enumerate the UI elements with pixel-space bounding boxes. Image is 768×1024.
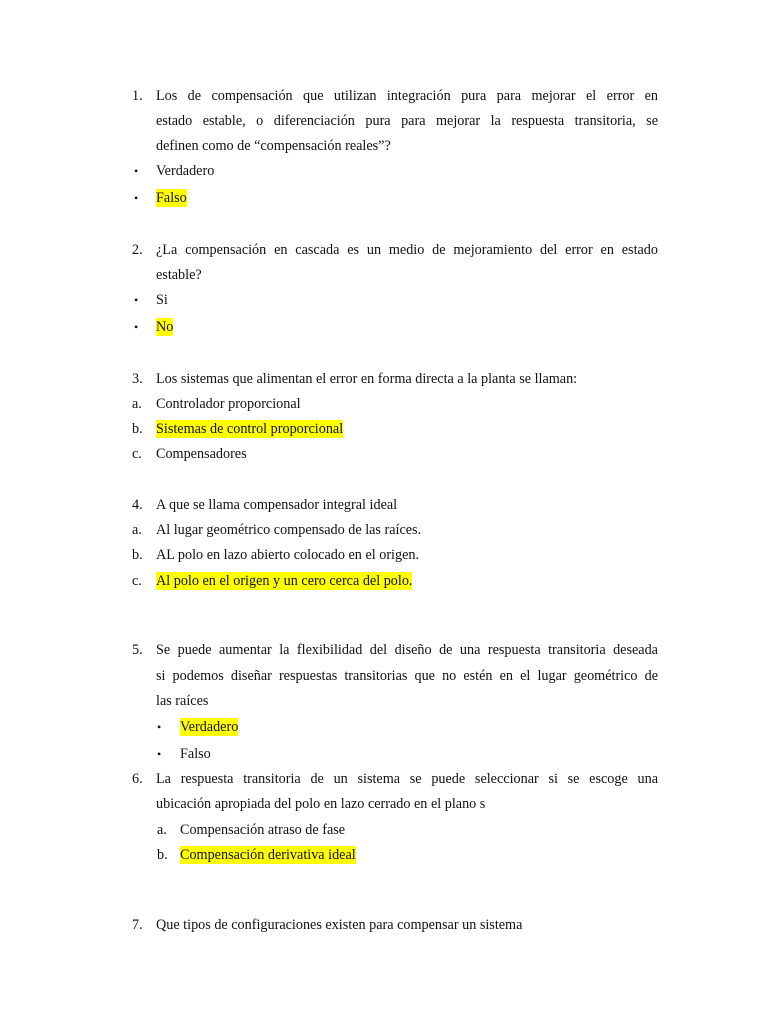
q4-text-line1: A que se llama compensador integral ideal xyxy=(156,497,398,513)
bullet-icon: • xyxy=(134,320,139,334)
q7-text-line1: Que tipos de configuraciones existen para compensar un sistema xyxy=(156,917,523,933)
bullet-icon: • xyxy=(134,293,139,307)
q6-text-line2: ubicación apropiada del polo en lazo cerrado en el plano s xyxy=(156,796,486,812)
q7-number: 7. xyxy=(132,917,143,933)
q6-option-b-label: b. xyxy=(157,847,168,863)
q4-number: 4. xyxy=(132,497,143,513)
q4-option-a: Al lugar geométrico compensado de las raíces. xyxy=(156,522,422,538)
q1-option-2-highlighted: Falso xyxy=(156,190,187,206)
q2-text-line2: estable? xyxy=(156,267,202,283)
q4-option-b: AL polo en lazo abierto colocado en el origen. xyxy=(156,547,420,563)
q5-option-1-highlighted: Verdadero xyxy=(180,719,239,735)
q1-text-line1: Los de compensación que utilizan integración pura para mejorar el error en xyxy=(156,88,658,104)
q2-text-line1: ¿La compensación en cascada es un medio de mejoramiento del error en estado xyxy=(156,242,658,258)
bullet-icon: • xyxy=(157,747,162,761)
q3-text-line1: Los sistemas que alimentan el error en forma directa a la planta se llaman: xyxy=(156,371,578,387)
q6-option-a-label: a. xyxy=(157,822,167,838)
q2-number: 2. xyxy=(132,242,143,258)
q4-option-b-label: b. xyxy=(132,547,143,563)
q6-option-b-highlighted: Compensación derivativa ideal xyxy=(180,847,356,863)
q5-text-line3: las raíces xyxy=(156,693,209,709)
bullet-icon: • xyxy=(134,164,139,178)
q5-text-line2: si podemos diseñar respuestas transitorias que no estén en el lugar geométrico de xyxy=(156,668,658,684)
q2-option-1: Si xyxy=(156,292,168,308)
q3-option-a-label: a. xyxy=(132,396,142,412)
q6-option-a: Compensación atraso de fase xyxy=(180,822,346,838)
q3-option-a: Controlador proporcional xyxy=(156,396,301,412)
q2-option-2-highlighted: No xyxy=(156,319,174,335)
q3-number: 3. xyxy=(132,371,143,387)
q1-text-line3: definen como de “compensación reales”? xyxy=(156,138,391,154)
q3-option-b-label: b. xyxy=(132,421,143,437)
q1-number: 1. xyxy=(132,88,143,104)
q5-number: 5. xyxy=(132,642,143,658)
q5-text-line1: Se puede aumentar la flexibilidad del diseño de una respuesta transitoria deseada xyxy=(156,642,658,658)
bullet-icon: • xyxy=(157,720,162,734)
q1-option-1: Verdadero xyxy=(156,163,215,179)
q3-option-c-label: c. xyxy=(132,446,142,462)
q4-option-c-highlighted: Al polo en el origen y un cero cerca del polo. xyxy=(156,573,413,589)
q5-option-2: Falso xyxy=(180,746,211,762)
q3-option-c: Compensadores xyxy=(156,446,247,462)
q1-text-line2: estado estable, o diferenciación pura para mejorar la respuesta transitoria, se xyxy=(156,113,658,129)
q6-text-line1: La respuesta transitoria de un sistema se puede seleccionar si se escoge una xyxy=(156,771,658,787)
q3-option-b-highlighted: Sistemas de control proporcional xyxy=(156,421,344,437)
bullet-icon: • xyxy=(134,191,139,205)
q4-option-c-label: c. xyxy=(132,573,142,589)
q4-option-a-label: a. xyxy=(132,522,142,538)
q6-number: 6. xyxy=(132,771,143,787)
